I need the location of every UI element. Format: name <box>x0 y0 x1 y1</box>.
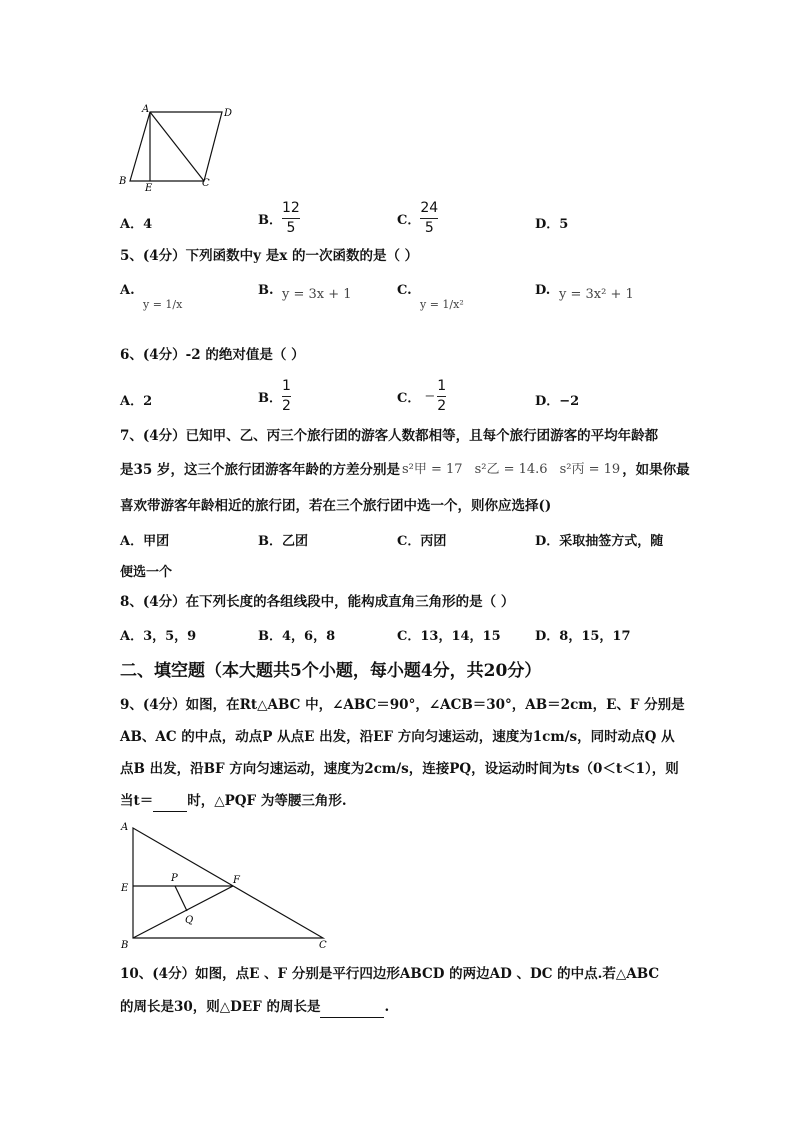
q7-option-b: B．乙团 <box>258 534 308 549</box>
q10-line1: 10、(4分）如图，点E 、F 分别是平行四边形ABCD 的两边AD 、DC 的中点.若△ABC <box>120 966 660 982</box>
q4-option-c-label: C． <box>397 213 421 228</box>
label-p: P <box>171 873 178 884</box>
q7-line2-tail: ，如果你最 <box>622 462 690 478</box>
label-e: E <box>121 883 129 894</box>
answer-blank[interactable] <box>320 997 384 1018</box>
section-title: 二、填空题（本大题共5个小题，每小题4分，共20分） <box>120 661 542 681</box>
parallelogram-figure <box>112 102 242 194</box>
label-b: B <box>119 176 127 187</box>
q4-option-c-fraction <box>420 200 438 237</box>
segment-bf <box>133 886 233 938</box>
label-a: A <box>142 104 150 115</box>
q9-line3: 点B 出发，沿BF 方向匀速运动，速度为2cm/s，连接PQ，设运动时间为ts（0＜t＜1），则 <box>120 761 679 777</box>
segment-pq <box>175 886 187 911</box>
q7-variance-bing: s²丙 = 19 <box>559 462 621 477</box>
q7-line2-text: 是35 岁，这三个旅行团游客年龄的方差分别是 <box>120 462 400 478</box>
q7-option-d-cont: 便选一个 <box>120 565 173 580</box>
label-e: E <box>145 183 153 194</box>
triangle-abc <box>133 828 323 938</box>
label-c: C <box>202 178 210 189</box>
q10-line2-tail: . <box>384 999 390 1015</box>
denominator: 5 <box>424 220 434 236</box>
q9-line1: 9、(4分）如图，在Rt△ABC 中，∠ABC＝90°，∠ACB＝30°，AB＝2cm，E、F 分别是 <box>120 697 685 713</box>
q10-line2-text: 的周长是30，则△DEF 的周长是 <box>120 999 321 1015</box>
label-c: C <box>319 940 327 951</box>
q9-line2: AB、AC 的中点，动点P 从点E 出发，沿EF 方向匀速运动，速度为1cm/s，同时动点Q 从 <box>120 729 675 745</box>
label-f: F <box>233 875 240 886</box>
q6-option-c-fraction <box>437 378 446 415</box>
numerator: 12 <box>282 200 300 216</box>
q7-line2 <box>120 460 690 480</box>
q8-stem: 8、(4分）在下列长度的各组线段中，能构成直角三角形的是（ ） <box>120 594 515 610</box>
q5-option-d-label: D. <box>535 283 551 298</box>
q7-variance-jia: s²甲 = 17 <box>402 462 463 477</box>
q7-line3: 喜欢带游客年龄相近的旅行团，若在三个旅行团中选一个，则你应选择() <box>120 498 552 514</box>
numerator: 1 <box>437 378 447 394</box>
q5-option-c-math: y = 1/x² <box>420 298 464 311</box>
denominator: 5 <box>286 220 296 236</box>
denominator: 2 <box>437 398 447 414</box>
answer-blank[interactable] <box>153 791 187 812</box>
q5-stem: 5、(4分）下列函数中y 是x 的一次函数的是（ ） <box>120 248 419 264</box>
q7-variance-yi: s²乙 = 14.6 <box>474 462 548 477</box>
q5-option-a-label: A. <box>120 283 135 298</box>
q6-option-c-label: C． <box>397 391 421 406</box>
q6-option-b-label: B． <box>258 391 282 406</box>
q7-option-a: A．甲团 <box>120 534 170 549</box>
q5-option-b-math: y = 3x + 1 <box>282 287 352 302</box>
q8-option-b: B．4，6，8 <box>258 629 336 644</box>
parallelogram-abcd <box>130 112 222 181</box>
q7-line1: 7、(4分）已知甲、乙、丙三个旅行团的游客人数都相等，且每个旅行团游客的平均年龄都 <box>120 428 659 444</box>
q7-option-c: C．丙团 <box>397 534 447 549</box>
q8-option-d: D．8，15，17 <box>535 629 631 644</box>
q5-option-b-label: B. <box>258 283 274 298</box>
q6-option-c-sign: − <box>424 389 436 404</box>
numerator: 24 <box>420 200 439 216</box>
q6-option-d: D．−2 <box>535 394 580 409</box>
numerator: 1 <box>282 378 291 394</box>
q5-option-a-math: y = 1/x <box>143 298 183 311</box>
q8-option-c: C．13，14，15 <box>397 629 501 644</box>
q4-option-b-label: B． <box>258 213 282 228</box>
q4-option-b-fraction <box>282 200 300 237</box>
q10-line2 <box>120 997 389 1018</box>
q7-option-d: D．采取抽签方式，随 <box>535 534 664 549</box>
q5-option-d-math: y = 3x² + 1 <box>559 287 634 302</box>
label-a: A <box>121 822 129 833</box>
label-b: B <box>121 940 129 951</box>
q4-option-d: D．5 <box>535 217 569 232</box>
triangle-figure <box>115 818 335 954</box>
q9-line4-text: 当t＝ <box>120 793 154 809</box>
q6-option-a: A．2 <box>120 394 153 409</box>
diagonal-ac <box>150 112 204 181</box>
q4-option-b <box>258 200 300 237</box>
q6-option-b <box>258 378 291 415</box>
denominator: 2 <box>282 398 291 414</box>
q9-line4 <box>120 791 347 812</box>
q6-option-b-fraction <box>282 378 291 415</box>
q4-option-c <box>397 200 438 237</box>
q4-option-a: A．4 <box>120 217 153 232</box>
q6-stem: 6、(4分）-2 的绝对值是（ ） <box>120 347 305 363</box>
label-q: Q <box>185 915 194 926</box>
q5-option-c-label: C. <box>397 283 412 298</box>
q6-option-c <box>397 378 446 415</box>
label-d: D <box>224 108 233 119</box>
q9-line4-tail: 时，△PQF 为等腰三角形. <box>187 793 347 809</box>
q8-option-a: A．3，5，9 <box>120 629 197 644</box>
